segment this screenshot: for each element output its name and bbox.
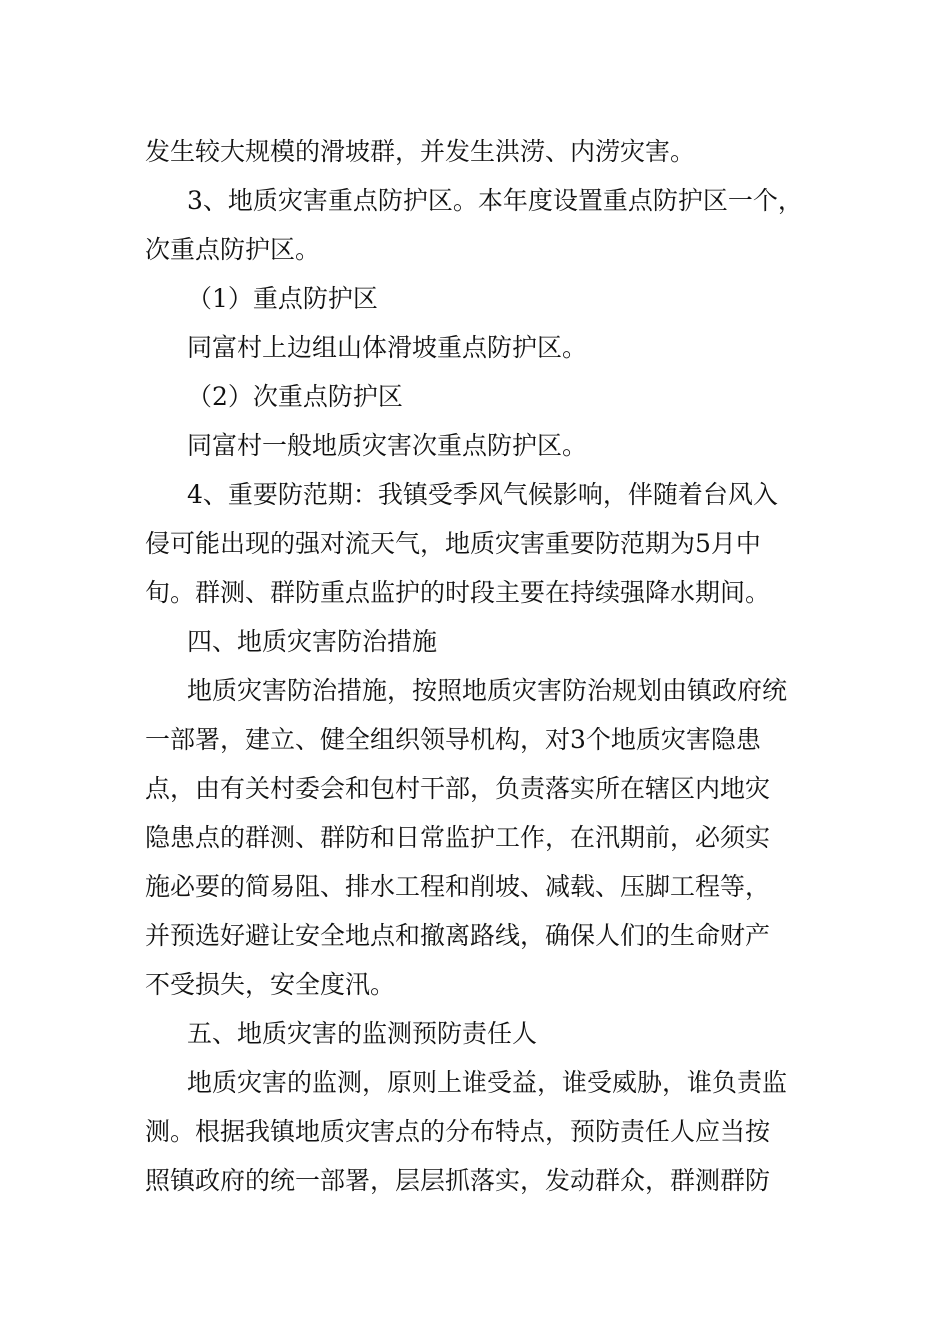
paragraph-line: 同富村一般地质灾害次重点防护区。 — [187, 431, 588, 460]
section-heading-line: 4、重要防范期：我镇受季风气候影响，伴随着台风入 — [187, 480, 778, 509]
paragraph-line: 地质灾害的监测，原则上谁受益，谁受威胁，谁负责监 — [187, 1068, 788, 1097]
subheading-line: （2）次重点防护区 — [187, 382, 403, 411]
paragraph-line: 测。根据我镇地质灾害点的分布特点，预防责任人应当按 — [145, 1117, 771, 1146]
section-heading-line: 3、地质灾害重点防护区。本年度设置重点防护区一个， — [187, 186, 803, 215]
paragraph-line: 侵可能出现的强对流天气，地质灾害重要防范期为5月中 — [145, 529, 761, 558]
paragraph-line: 同富村上边组山体滑坡重点防护区。 — [187, 333, 588, 362]
paragraph-line: 一部署，建立、健全组织领导机构，对3个地质灾害隐患 — [145, 725, 761, 754]
paragraph-line: 隐患点的群测、群防和日常监护工作，在汛期前，必须实 — [145, 823, 771, 852]
paragraph-line: 照镇政府的统一部署，层层抓落实，发动群众，群测群防 — [145, 1166, 771, 1195]
paragraph-line: 地质灾害防治措施，按照地质灾害防治规划由镇政府统 — [187, 676, 788, 705]
paragraph-line: 施必要的简易阻、排水工程和削坡、减载、压脚工程等， — [145, 872, 771, 901]
paragraph-line: 点，由有关村委会和包村干部，负责落实所在辖区内地灾 — [145, 774, 771, 803]
paragraph-line: 发生较大规模的滑坡群，并发生洪涝、内涝灾害。 — [145, 137, 696, 166]
section-heading-line: 四、地质灾害防治措施 — [187, 627, 438, 656]
paragraph-line: 不受损失，安全度汛。 — [145, 970, 396, 999]
paragraph-line: 次重点防护区。 — [145, 235, 321, 264]
section-heading-line: 五、地质灾害的监测预防责任人 — [187, 1019, 538, 1048]
subheading-line: （1）重点防护区 — [187, 284, 378, 313]
paragraph-line: 旬。群测、群防重点监护的时段主要在持续强降水期间。 — [145, 578, 771, 607]
document-body — [145, 127, 825, 1205]
paragraph-line: 并预选好避让安全地点和撤离路线，确保人们的生命财产 — [145, 921, 771, 950]
